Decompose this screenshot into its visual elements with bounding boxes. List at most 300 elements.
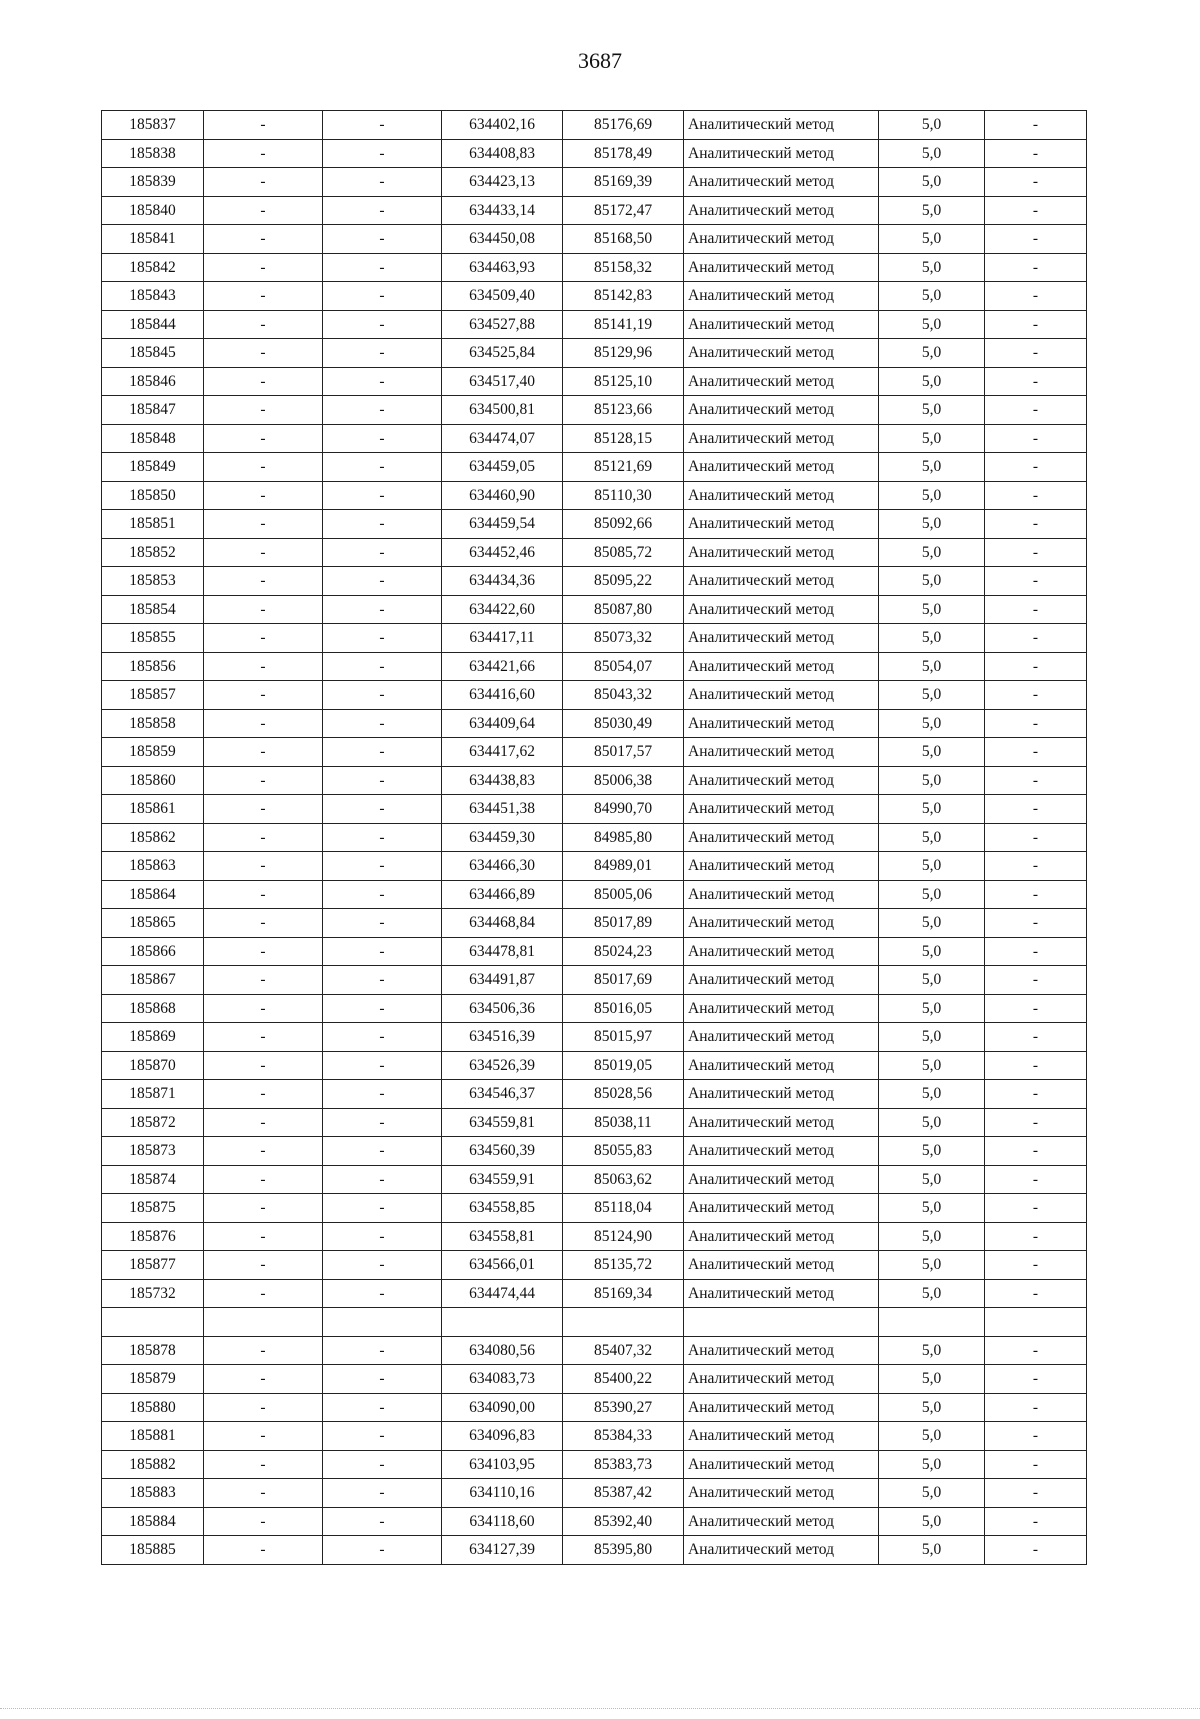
empty-value-cell: - <box>204 510 323 539</box>
y-coordinate-cell: 85124,90 <box>563 1222 684 1251</box>
point-number-cell: 185872 <box>102 1108 204 1137</box>
y-coordinate-cell: 85043,32 <box>563 681 684 710</box>
empty-value-cell: - <box>985 1365 1087 1394</box>
y-coordinate-cell: 85063,62 <box>563 1165 684 1194</box>
y-coordinate-cell: 85176,69 <box>563 111 684 140</box>
empty-value-cell: - <box>204 111 323 140</box>
method-cell: Аналитический метод <box>684 282 879 311</box>
method-cell: Аналитический метод <box>684 310 879 339</box>
empty-value-cell: - <box>204 253 323 282</box>
accuracy-cell: 5,0 <box>879 396 985 425</box>
point-number-cell: 185850 <box>102 481 204 510</box>
empty-value-cell <box>204 1308 323 1337</box>
method-cell: Аналитический метод <box>684 795 879 824</box>
empty-value-cell: - <box>985 1336 1087 1365</box>
x-coordinate-cell: 634434,36 <box>442 567 563 596</box>
table-row <box>102 538 1087 567</box>
accuracy-cell: 5,0 <box>879 1137 985 1166</box>
empty-value-cell: - <box>985 1165 1087 1194</box>
table-row <box>102 1450 1087 1479</box>
empty-value-cell: - <box>323 424 442 453</box>
table-row <box>102 567 1087 596</box>
empty-value-cell: - <box>985 310 1087 339</box>
method-cell: Аналитический метод <box>684 681 879 710</box>
y-coordinate-cell: 85169,34 <box>563 1279 684 1308</box>
empty-value-cell: - <box>985 1194 1087 1223</box>
table-row <box>102 282 1087 311</box>
accuracy-cell: 5,0 <box>879 253 985 282</box>
empty-value-cell: - <box>204 1479 323 1508</box>
accuracy-cell: 5,0 <box>879 1422 985 1451</box>
method-cell: Аналитический метод <box>684 1194 879 1223</box>
table-row <box>102 681 1087 710</box>
x-coordinate-cell: 634558,85 <box>442 1194 563 1223</box>
x-coordinate-cell: 634127,39 <box>442 1536 563 1565</box>
empty-value-cell: - <box>323 396 442 425</box>
y-coordinate-cell: 85169,39 <box>563 168 684 197</box>
empty-value-cell: - <box>323 367 442 396</box>
x-coordinate-cell: 634103,95 <box>442 1450 563 1479</box>
empty-value-cell: - <box>323 1222 442 1251</box>
method-cell: Аналитический метод <box>684 424 879 453</box>
y-coordinate-cell: 85118,04 <box>563 1194 684 1223</box>
y-coordinate-cell: 85015,97 <box>563 1023 684 1052</box>
accuracy-cell: 5,0 <box>879 624 985 653</box>
empty-value-cell: - <box>985 624 1087 653</box>
accuracy-cell: 5,0 <box>879 1279 985 1308</box>
method-cell: Аналитический метод <box>684 510 879 539</box>
empty-value-cell: - <box>985 139 1087 168</box>
point-number-cell: 185839 <box>102 168 204 197</box>
method-cell: Аналитический метод <box>684 396 879 425</box>
point-number-cell: 185853 <box>102 567 204 596</box>
empty-value-cell: - <box>204 1365 323 1394</box>
accuracy-cell: 5,0 <box>879 310 985 339</box>
table-row <box>102 823 1087 852</box>
empty-value-cell: - <box>204 1194 323 1223</box>
x-coordinate-cell: 634526,39 <box>442 1051 563 1080</box>
table-row <box>102 367 1087 396</box>
x-coordinate-cell: 634460,90 <box>442 481 563 510</box>
point-number-cell: 185877 <box>102 1251 204 1280</box>
empty-value-cell: - <box>323 1422 442 1451</box>
x-coordinate-cell: 634506,36 <box>442 994 563 1023</box>
table-row <box>102 937 1087 966</box>
empty-value-cell: - <box>985 595 1087 624</box>
table-row <box>102 852 1087 881</box>
y-coordinate-cell: 85085,72 <box>563 538 684 567</box>
accuracy-cell: 5,0 <box>879 1393 985 1422</box>
method-cell: Аналитический метод <box>684 1422 879 1451</box>
empty-value-cell: - <box>985 424 1087 453</box>
empty-value-cell: - <box>985 225 1087 254</box>
table-row <box>102 738 1087 767</box>
point-number-cell: 185867 <box>102 966 204 995</box>
x-coordinate-cell: 634083,73 <box>442 1365 563 1394</box>
method-cell: Аналитический метод <box>684 652 879 681</box>
x-coordinate-cell: 634466,30 <box>442 852 563 881</box>
method-cell: Аналитический метод <box>684 1479 879 1508</box>
x-coordinate-cell: 634560,39 <box>442 1137 563 1166</box>
method-cell: Аналитический метод <box>684 168 879 197</box>
table-row <box>102 624 1087 653</box>
x-coordinate-cell: 634408,83 <box>442 139 563 168</box>
empty-value-cell: - <box>204 282 323 311</box>
empty-value-cell: - <box>323 681 442 710</box>
y-coordinate-cell: 85028,56 <box>563 1080 684 1109</box>
empty-value-cell: - <box>204 339 323 368</box>
accuracy-cell: 5,0 <box>879 709 985 738</box>
empty-value-cell: - <box>323 1051 442 1080</box>
method-cell: Аналитический метод <box>684 139 879 168</box>
empty-value-cell: - <box>204 139 323 168</box>
x-coordinate-cell: 634438,83 <box>442 766 563 795</box>
empty-value-cell: - <box>323 1450 442 1479</box>
empty-value-cell: - <box>323 994 442 1023</box>
point-number-cell: 185864 <box>102 880 204 909</box>
x-coordinate-cell: 634417,11 <box>442 624 563 653</box>
empty-value-cell: - <box>323 880 442 909</box>
table-row <box>102 880 1087 909</box>
y-coordinate-cell: 85024,23 <box>563 937 684 966</box>
y-coordinate-cell: 85123,66 <box>563 396 684 425</box>
x-coordinate-cell: 634421,66 <box>442 652 563 681</box>
empty-value-cell: - <box>985 681 1087 710</box>
table-row <box>102 1365 1087 1394</box>
point-number-cell: 185848 <box>102 424 204 453</box>
point-number-cell: 185856 <box>102 652 204 681</box>
empty-value-cell: - <box>323 1023 442 1052</box>
method-cell: Аналитический метод <box>684 1251 879 1280</box>
table-row <box>102 1336 1087 1365</box>
y-coordinate-cell: 85178,49 <box>563 139 684 168</box>
method-cell: Аналитический метод <box>684 481 879 510</box>
point-number-cell: 185732 <box>102 1279 204 1308</box>
x-coordinate-cell: 634463,93 <box>442 253 563 282</box>
x-coordinate-cell: 634459,30 <box>442 823 563 852</box>
point-number-cell: 185883 <box>102 1479 204 1508</box>
empty-value-cell: - <box>985 538 1087 567</box>
method-cell: Аналитический метод <box>684 1536 879 1565</box>
empty-value-cell: - <box>323 310 442 339</box>
empty-value-cell: - <box>204 652 323 681</box>
accuracy-cell: 5,0 <box>879 225 985 254</box>
method-cell: Аналитический метод <box>684 994 879 1023</box>
accuracy-cell: 5,0 <box>879 339 985 368</box>
empty-value-cell: - <box>323 766 442 795</box>
x-coordinate-cell: 634459,05 <box>442 453 563 482</box>
empty-value-cell: - <box>323 1365 442 1394</box>
y-coordinate-cell: 85092,66 <box>563 510 684 539</box>
empty-value-cell: - <box>323 738 442 767</box>
point-number-cell: 185876 <box>102 1222 204 1251</box>
empty-value-cell: - <box>323 937 442 966</box>
table-row <box>102 1137 1087 1166</box>
empty-value-cell: - <box>204 567 323 596</box>
empty-value-cell: - <box>204 795 323 824</box>
accuracy-cell: 5,0 <box>879 567 985 596</box>
method-cell: Аналитический метод <box>684 538 879 567</box>
x-coordinate-cell: 634558,81 <box>442 1222 563 1251</box>
table-row <box>102 1507 1087 1536</box>
point-number-cell: 185871 <box>102 1080 204 1109</box>
empty-value-cell: - <box>323 1479 442 1508</box>
empty-value-cell: - <box>323 1108 442 1137</box>
empty-value-cell: - <box>323 339 442 368</box>
point-number-cell: 185854 <box>102 595 204 624</box>
accuracy-cell: 5,0 <box>879 909 985 938</box>
point-number-cell: 185845 <box>102 339 204 368</box>
point-number-cell <box>102 1308 204 1337</box>
scan-edge-line <box>0 1708 1200 1709</box>
x-coordinate-cell: 634090,00 <box>442 1393 563 1422</box>
empty-value-cell: - <box>204 595 323 624</box>
y-coordinate-cell: 85054,07 <box>563 652 684 681</box>
empty-value-cell: - <box>323 282 442 311</box>
empty-value-cell: - <box>204 538 323 567</box>
y-coordinate-cell: 85135,72 <box>563 1251 684 1280</box>
empty-value-cell: - <box>985 823 1087 852</box>
point-number-cell: 185873 <box>102 1137 204 1166</box>
y-coordinate-cell: 85019,05 <box>563 1051 684 1080</box>
y-coordinate-cell: 85395,80 <box>563 1536 684 1565</box>
method-cell: Аналитический метод <box>684 1023 879 1052</box>
empty-value-cell: - <box>985 1422 1087 1451</box>
table-row <box>102 310 1087 339</box>
x-coordinate-cell: 634450,08 <box>442 225 563 254</box>
empty-value-cell: - <box>204 823 323 852</box>
empty-value-cell: - <box>985 510 1087 539</box>
method-cell: Аналитический метод <box>684 1080 879 1109</box>
empty-value-cell <box>985 1308 1087 1337</box>
y-coordinate-cell: 85016,05 <box>563 994 684 1023</box>
empty-value-cell: - <box>204 481 323 510</box>
accuracy-cell: 5,0 <box>879 1108 985 1137</box>
empty-value-cell: - <box>204 225 323 254</box>
y-coordinate-cell: 85392,40 <box>563 1507 684 1536</box>
empty-value-cell: - <box>985 1137 1087 1166</box>
accuracy-cell: 5,0 <box>879 367 985 396</box>
method-cell: Аналитический метод <box>684 253 879 282</box>
point-number-cell: 185859 <box>102 738 204 767</box>
accuracy-cell: 5,0 <box>879 510 985 539</box>
empty-value-cell: - <box>204 1165 323 1194</box>
accuracy-cell: 5,0 <box>879 1165 985 1194</box>
empty-value-cell: - <box>323 225 442 254</box>
table-row <box>102 966 1087 995</box>
x-coordinate-cell: 634525,84 <box>442 339 563 368</box>
y-coordinate-cell: 85006,38 <box>563 766 684 795</box>
table-row <box>102 1422 1087 1451</box>
accuracy-cell: 5,0 <box>879 1051 985 1080</box>
method-cell: Аналитический метод <box>684 367 879 396</box>
method-cell: Аналитический метод <box>684 1051 879 1080</box>
empty-value-cell: - <box>323 567 442 596</box>
empty-value-cell: - <box>323 624 442 653</box>
y-coordinate-cell: 85017,89 <box>563 909 684 938</box>
y-coordinate-cell: 85005,06 <box>563 880 684 909</box>
method-cell: Аналитический метод <box>684 1165 879 1194</box>
empty-value-cell: - <box>323 1251 442 1280</box>
empty-value-cell: - <box>204 1450 323 1479</box>
table-row <box>102 424 1087 453</box>
y-coordinate-cell: 85125,10 <box>563 367 684 396</box>
x-coordinate-cell: 634417,62 <box>442 738 563 767</box>
accuracy-cell: 5,0 <box>879 282 985 311</box>
point-number-cell: 185842 <box>102 253 204 282</box>
y-coordinate-cell: 84990,70 <box>563 795 684 824</box>
x-coordinate-cell: 634517,40 <box>442 367 563 396</box>
empty-value-cell: - <box>323 1536 442 1565</box>
empty-value-cell: - <box>985 339 1087 368</box>
accuracy-cell: 5,0 <box>879 168 985 197</box>
point-number-cell: 185865 <box>102 909 204 938</box>
table-row <box>102 168 1087 197</box>
point-number-cell: 185860 <box>102 766 204 795</box>
y-coordinate-cell: 85017,69 <box>563 966 684 995</box>
empty-value-cell: - <box>985 852 1087 881</box>
empty-value-cell: - <box>323 1194 442 1223</box>
accuracy-cell: 5,0 <box>879 994 985 1023</box>
y-coordinate-cell: 85141,19 <box>563 310 684 339</box>
y-coordinate-cell: 85129,96 <box>563 339 684 368</box>
table-row <box>102 1393 1087 1422</box>
empty-value-cell: - <box>323 139 442 168</box>
table-row <box>102 1023 1087 1052</box>
point-number-cell: 185862 <box>102 823 204 852</box>
empty-value-cell: - <box>204 1536 323 1565</box>
empty-value-cell: - <box>985 453 1087 482</box>
table-row <box>102 909 1087 938</box>
empty-value-cell: - <box>204 1251 323 1280</box>
x-coordinate-cell: 634459,54 <box>442 510 563 539</box>
empty-value-cell: - <box>204 738 323 767</box>
empty-value-cell: - <box>985 567 1087 596</box>
empty-value-cell: - <box>985 111 1087 140</box>
table-row <box>102 453 1087 482</box>
x-coordinate-cell: 634422,60 <box>442 595 563 624</box>
point-number-cell: 185861 <box>102 795 204 824</box>
empty-value-cell: - <box>985 481 1087 510</box>
empty-value-cell: - <box>204 168 323 197</box>
point-number-cell: 185844 <box>102 310 204 339</box>
method-cell: Аналитический метод <box>684 453 879 482</box>
accuracy-cell: 5,0 <box>879 538 985 567</box>
accuracy-cell: 5,0 <box>879 681 985 710</box>
y-coordinate-cell: 85121,69 <box>563 453 684 482</box>
accuracy-cell: 5,0 <box>879 1479 985 1508</box>
empty-value-cell: - <box>985 1051 1087 1080</box>
table-row <box>102 1279 1087 1308</box>
table-row <box>102 1536 1087 1565</box>
point-number-cell: 185884 <box>102 1507 204 1536</box>
table-row <box>102 139 1087 168</box>
empty-value-cell: - <box>323 1393 442 1422</box>
accuracy-cell: 5,0 <box>879 1222 985 1251</box>
accuracy-cell: 5,0 <box>879 738 985 767</box>
point-number-cell: 185866 <box>102 937 204 966</box>
x-coordinate-cell: 634527,88 <box>442 310 563 339</box>
empty-value-cell: - <box>985 795 1087 824</box>
method-cell: Аналитический метод <box>684 1279 879 1308</box>
y-coordinate-cell: 85168,50 <box>563 225 684 254</box>
point-number-cell: 185875 <box>102 1194 204 1223</box>
empty-value-cell: - <box>985 909 1087 938</box>
empty-value-cell: - <box>985 766 1087 795</box>
accuracy-cell: 5,0 <box>879 424 985 453</box>
empty-value-cell: - <box>985 1536 1087 1565</box>
empty-value-cell: - <box>204 681 323 710</box>
x-coordinate-cell: 634096,83 <box>442 1422 563 1451</box>
accuracy-cell: 5,0 <box>879 196 985 225</box>
accuracy-cell: 5,0 <box>879 453 985 482</box>
accuracy-cell: 5,0 <box>879 852 985 881</box>
x-coordinate-cell: 634491,87 <box>442 966 563 995</box>
accuracy-cell <box>879 1308 985 1337</box>
empty-value-cell: - <box>985 709 1087 738</box>
empty-value-cell: - <box>204 909 323 938</box>
y-coordinate-cell: 85128,15 <box>563 424 684 453</box>
empty-value-cell: - <box>323 1279 442 1308</box>
x-coordinate-cell: 634478,81 <box>442 937 563 966</box>
method-cell: Аналитический метод <box>684 880 879 909</box>
empty-value-cell: - <box>323 1507 442 1536</box>
empty-value-cell: - <box>204 367 323 396</box>
accuracy-cell: 5,0 <box>879 139 985 168</box>
table-row <box>102 766 1087 795</box>
y-coordinate-cell: 85387,42 <box>563 1479 684 1508</box>
empty-value-cell: - <box>323 852 442 881</box>
empty-value-cell: - <box>985 396 1087 425</box>
y-coordinate-cell: 85110,30 <box>563 481 684 510</box>
y-coordinate-cell: 85142,83 <box>563 282 684 311</box>
point-number-cell: 185869 <box>102 1023 204 1052</box>
method-cell: Аналитический метод <box>684 1108 879 1137</box>
x-coordinate-cell: 634474,44 <box>442 1279 563 1308</box>
empty-value-cell: - <box>204 766 323 795</box>
point-number-cell: 185880 <box>102 1393 204 1422</box>
empty-value-cell: - <box>204 1023 323 1052</box>
y-coordinate-cell: 85407,32 <box>563 1336 684 1365</box>
method-cell: Аналитический метод <box>684 1222 879 1251</box>
y-coordinate-cell: 85158,32 <box>563 253 684 282</box>
x-coordinate-cell: 634080,56 <box>442 1336 563 1365</box>
empty-value-cell: - <box>204 1051 323 1080</box>
empty-value-cell: - <box>985 1108 1087 1137</box>
point-number-cell: 185885 <box>102 1536 204 1565</box>
empty-value-cell: - <box>323 1165 442 1194</box>
y-coordinate-cell: 85038,11 <box>563 1108 684 1137</box>
empty-value-cell: - <box>204 453 323 482</box>
method-cell: Аналитический метод <box>684 1393 879 1422</box>
accuracy-cell: 5,0 <box>879 937 985 966</box>
empty-value-cell <box>323 1308 442 1337</box>
table-row <box>102 225 1087 254</box>
method-cell: Аналитический метод <box>684 852 879 881</box>
accuracy-cell: 5,0 <box>879 1365 985 1394</box>
point-number-cell: 185847 <box>102 396 204 425</box>
empty-value-cell: - <box>204 1137 323 1166</box>
x-coordinate-cell: 634451,38 <box>442 795 563 824</box>
coordinates-table-body <box>102 111 1087 1565</box>
y-coordinate-cell: 85073,32 <box>563 624 684 653</box>
point-number-cell: 185882 <box>102 1450 204 1479</box>
x-coordinate-cell: 634433,14 <box>442 196 563 225</box>
accuracy-cell: 5,0 <box>879 966 985 995</box>
method-cell: Аналитический метод <box>684 1507 879 1536</box>
x-coordinate-cell: 634559,81 <box>442 1108 563 1137</box>
point-number-cell: 185841 <box>102 225 204 254</box>
